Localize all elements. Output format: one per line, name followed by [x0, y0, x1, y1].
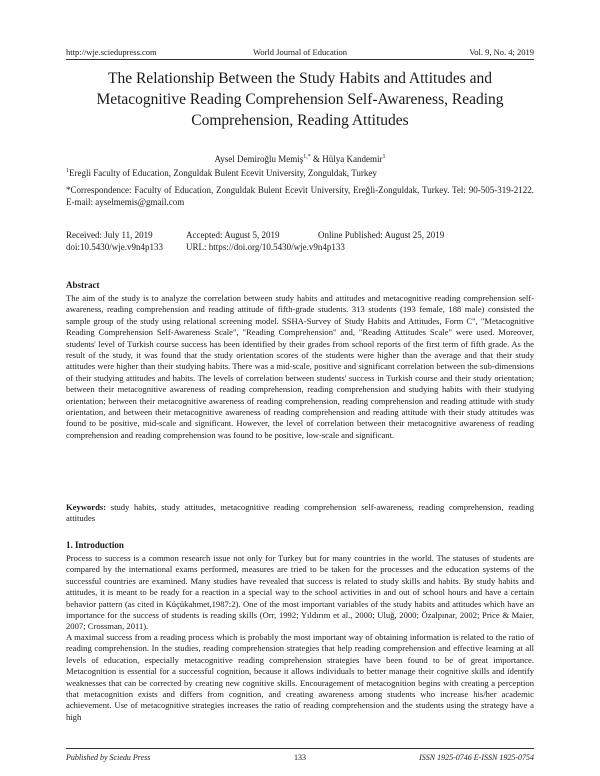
- introduction-paragraph-1: Process to success is a common research issue not only for Turkey but for many countries in the world. The statuses of students are compared by the international exams performed, measures are tried to be taken for the processes and the education systems of the successful countries are examined. Many studies have revealed that success is related to study skills and habits. By study habits and attitudes, it is meant to be ready for a reaction in a special way to the school activities in and out of school hours and have a certain behavior pattern (as cited in Küçükahmet,1987:2). One of the most important variables of the study habits and attitudes which have an importance for the success of students is reading skills (Orr, 1992; Yıldırım et al., 2000; Uluğ, 2000; Özalpınar, 2002; Price & Maier, 2007; Crossman, 2011).: [66, 553, 534, 632]
- correspondence-text: Faculty of Education, Zonguldak Bulent Ecevit University, Ereğli-Zonguldak, Turkey. Tel: 90-505-319-2122. E-mail: ayselmemis@gmail.com: [66, 185, 534, 208]
- journal-url[interactable]: http://wje.sciedupress.com: [66, 47, 157, 57]
- online-date: Online Published: August 25, 2019: [318, 230, 445, 240]
- author-line: [66, 153, 534, 165]
- abstract-text: The aim of the study is to analyze the correlation between study habits and attitudes and metacognitive reading comprehension self-awareness, reading comprehension and reading attitude of fifth-grade students. 313 students (193 female, 188 male) consisted the sample group of the study using relational screening model. SSHA-Survey of Study Habits and Attitudes, Form C", "Metacognitive Reading Comprehension Self-Awareness Scale", "Reading Comprehension" and, "Reading Attitudes Scale" were used. Moreover, students' level of Turkish course success has been identified by their grades from school reports of the first term of fifth grade. As the result of the study, it was found that the study orientation scores of the students were higher than the average and that their study attitudes were higher than their studying habits. There was a mid-scale, positive and significant correlation between the sub-dimensions of their studying attitudes and habits. The levels of correlation between students' success in Turkish course and their study orientation; between their metacognitive awareness of reading comprehension, reading comprehension and studying habits with their studying orientation; between their metacognitive awareness of reading comprehension, reading comprehension and reading attitude with study orientation, and between their metacognitive awareness of reading comprehension and reading attitude with their study attitudes was found to be positive, mid-scale and significant. However, the level of correlation between their metacognitive awareness of reading comprehension and reading comprehension was found to be positive, low-scale and significant.: [66, 293, 534, 440]
- volume-info: Vol. 9, No. 4; 2019: [469, 47, 534, 57]
- doi-url[interactable]: URL: https://doi.org/10.5430/wje.v9n4p133: [186, 242, 345, 253]
- doi: doi:10.5430/wje.v9n4p133: [66, 242, 163, 253]
- header-rule: [66, 59, 534, 60]
- page-footer: [66, 752, 534, 766]
- keywords-label: Keywords:: [66, 502, 107, 512]
- page: [66, 0, 534, 776]
- abstract-heading: Abstract: [66, 280, 100, 290]
- affiliation: [66, 167, 534, 179]
- footer-rule: [66, 748, 534, 749]
- accepted-date: Accepted: August 5, 2019: [186, 230, 280, 240]
- page-number: 133: [294, 753, 306, 762]
- correspondence-label: *Correspondence:: [66, 185, 132, 195]
- author-name: Aysel Demiroğlu Memiş: [214, 154, 304, 164]
- publication-dates: [66, 229, 534, 254]
- introduction-paragraph-2: A maximal success from a reading process which is probably the most important way of obtaining information is related to the ratio of reading comprehension. In the studies, reading comprehension strategies that help reading comprehension and effective learning at all levels of education, especially metacognitive reading comprehension strategies have been found to be of great importance. Metacognition is essential for a successful cognition, because it allows individuals to better manage their cognitive skills and identify weaknesses that can be corrected by creating new cognitive skills. Encouragement of metacognition begins with creating a perception that metacognition exists and differs from cognition, and creating awareness among students who increase his/her academic achievement. Use of metacognitive strategies increases the ratio of reading comprehension and the students using the strategy have a high: [66, 632, 534, 722]
- running-header: [66, 46, 534, 60]
- issn: ISSN 1925-0746 E-ISSN 1925-0754: [419, 753, 534, 762]
- keywords: [66, 502, 534, 525]
- author-superscript: 1: [382, 154, 386, 160]
- introduction-heading: 1. Introduction: [66, 540, 124, 550]
- journal-name: World Journal of Education: [253, 47, 347, 57]
- author-name: Hülya Kandemir: [322, 154, 383, 164]
- affiliation-superscript: 1: [66, 168, 69, 174]
- author-separator: &: [310, 154, 323, 164]
- publisher: Published by Sciedu Press: [66, 753, 151, 762]
- paper-title: The Relationship Between the Study Habits and Attitudes and Metacognitive Reading Comprehension Self-Awareness, Reading Comprehension, Reading Attitudes: [96, 70, 504, 129]
- keywords-text: study habits, study attitudes, metacognitive reading comprehension self-awareness, reading comprehension, reading attitudes: [66, 502, 534, 524]
- author-superscript: 1,*: [303, 154, 311, 160]
- correspondence: [66, 184, 534, 209]
- received-date: Received: July 11, 2019: [66, 230, 153, 240]
- affiliation-text: Eregli Faculty of Education, Zonguldak Bulent Ecevit University, Zonguldak, Turkey: [69, 168, 377, 178]
